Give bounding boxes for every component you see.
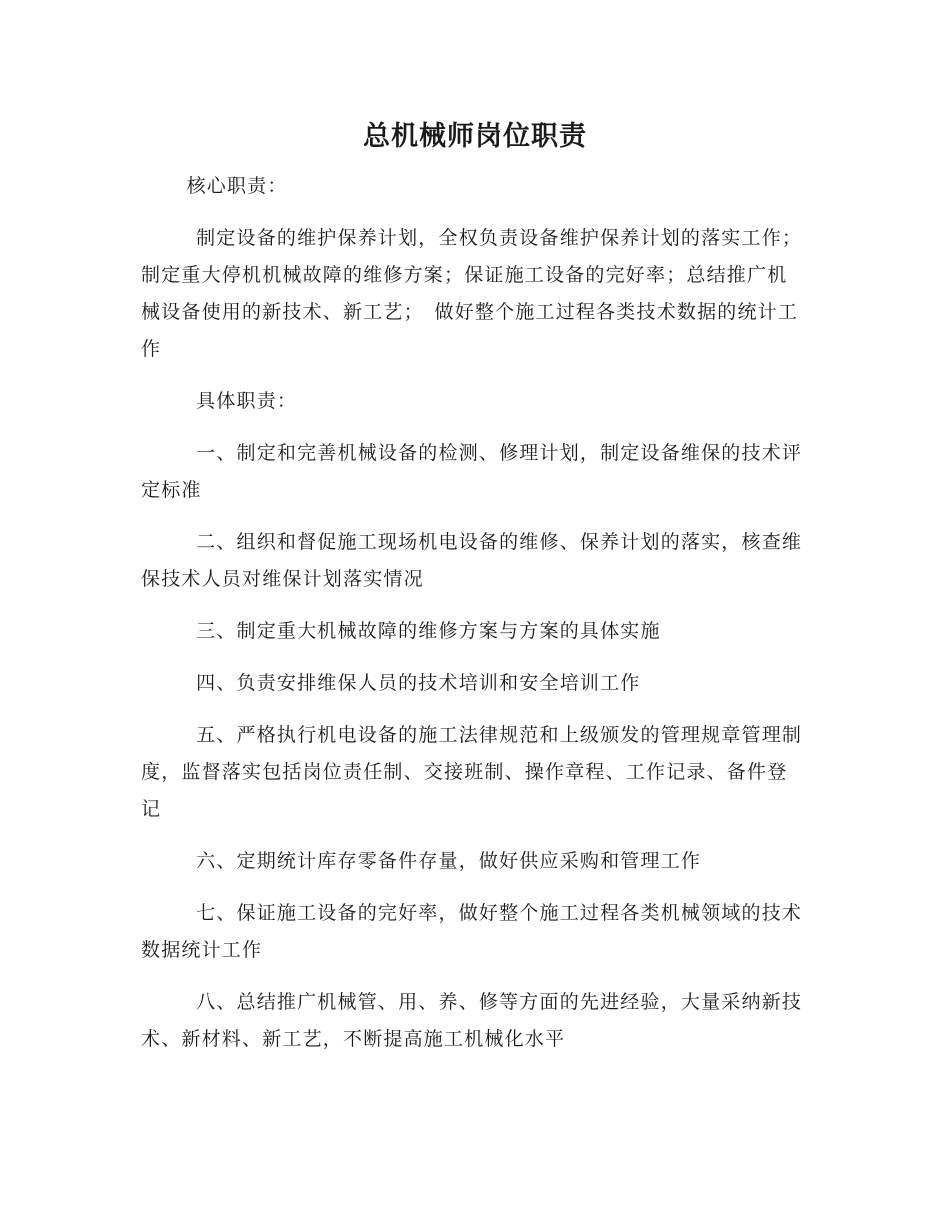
document-title: 总机械师岗位职责 (363, 121, 587, 152)
duty-item-5: 五、严格执行机电设备的施工法律规范和上级颁发的管理规章管理制度，监督落实包括岗位责任制、交接班制、操作章程、工作记录、备件登记 (141, 724, 803, 820)
duty-item-2: 二、组织和督促施工现场机电设备的维修、保养计划的落实，核查维保技术人员对维保计划落实情况 (141, 531, 803, 590)
duty-item-3: 三、制定重大机械故障的维修方案与方案的具体实施 (196, 620, 661, 642)
duty-item-6: 六、定期统计库存零备件存量，做好供应采购和管理工作 (196, 850, 702, 872)
document-body (141, 168, 805, 1058)
duty-item-7: 七、保证施工设备的完好率，做好整个施工过程各类机械领域的技术数据统计工作 (141, 902, 803, 961)
duty-item-8: 八、总结推广机械管、用、养、修等方面的先进经验，大量采纳新技术、新材料、新工艺，不断提高施工机械化水平 (141, 991, 803, 1050)
duty-item-4: 四、负责安排维保人员的技术培训和安全培训工作 (196, 672, 641, 694)
duty-item-1: 一、制定和完善机械设备的检测、修理计划，制定设备维保的技术评定标准 (141, 442, 803, 501)
core-duties-label: 核心职责： (186, 175, 288, 197)
specific-duties-label: 具体职责： (196, 390, 298, 412)
core-duties-text: 制定设备的维护保养计划，全权负责设备维护保养计划的落实工作；制定重大停机机械故障的维修方案；保证施工设备的完好率；总结推广机械设备使用的新技术、新工艺； 做好整个施工过程各类技术数据的统计工作 (141, 227, 803, 360)
